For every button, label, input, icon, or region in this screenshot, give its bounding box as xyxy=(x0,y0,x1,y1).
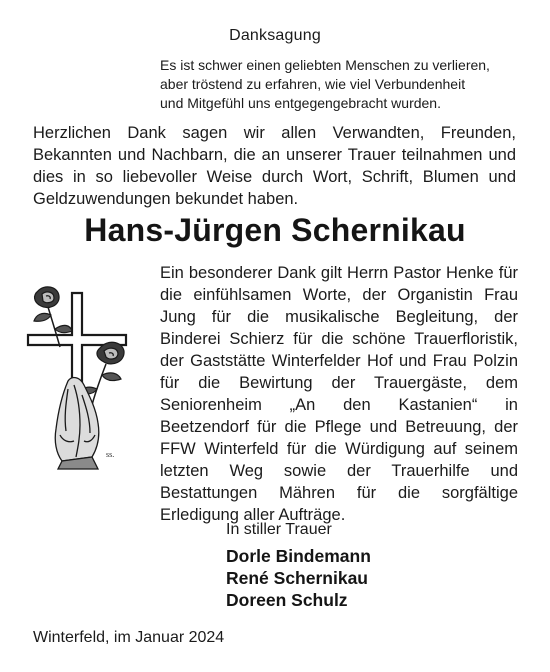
quote-line: und Mitgefühl uns entgegengebracht wurden. xyxy=(160,95,441,111)
deceased-name: Hans-Jürgen Schernikau xyxy=(84,212,466,248)
quote-line: Es ist schwer einen geliebten Menschen zu verlieren, xyxy=(160,57,490,73)
signature-intro: In stiller Trauer xyxy=(226,521,332,538)
mourner-name: René Schernikau xyxy=(226,568,368,588)
condolence-quote xyxy=(160,56,530,113)
intro-paragraph: Herzlichen Dank sagen wir allen Verwandten, Freunden, Bekannten und Nachbarn, die an unserer Trauer teilnahmen und dies in so liebevoller Weise durch Wort, Schrift, Blumen und Geldzuwendungen bekundet haben. xyxy=(33,124,516,208)
mourners-list xyxy=(226,545,371,611)
svg-text:ss.: ss. xyxy=(106,450,115,459)
notice-heading: Danksagung xyxy=(229,27,321,44)
special-thanks-paragraph: Ein besonderer Dank gilt Herrn Pastor Henke für die einfühlsamen Worte, der Organistin Frau Jung für die musikalische Begleitung, der Binderei Schierz für die schöne Trauerfloristik, der Gaststätte Winterfelder Hof und Frau Polzin für die Bewirtung der Trauergäste, dem Seniorenheim „An den Kastanien“ in Beetzendorf für die Pflege und Betreuung, der FFW Winterfeld für die Würdigung auf seinem letzten Weg sowie der Trauerhilfe und Bestattungen Mähren für die sorgfältige Erledigung aller Aufträge. xyxy=(160,264,518,524)
place-date: Winterfeld, im Januar 2024 xyxy=(33,629,225,646)
cross-roses-praying-hands-icon xyxy=(22,285,138,470)
quote-line: aber tröstend zu erfahren, wie viel Verbundenheit xyxy=(160,76,466,92)
mourner-name: Doreen Schulz xyxy=(226,590,348,610)
mourner-name: Dorle Bindemann xyxy=(226,546,371,566)
